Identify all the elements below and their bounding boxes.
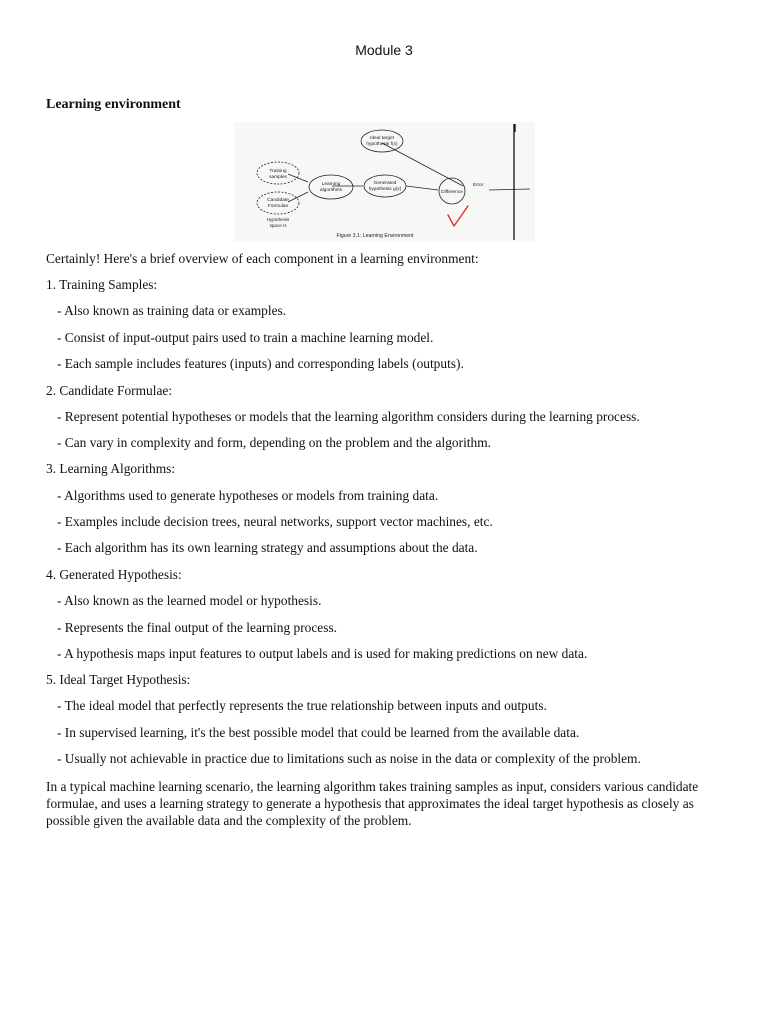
hypothesis-space-label-1: Hypothesis	[266, 217, 290, 222]
candidate-formulae-label-2: Formulae	[267, 204, 289, 209]
learning-algorithms-label-2: algorithms	[319, 188, 343, 193]
item-5-bullet-1: - The ideal model that perfectly represents the true relationship between inputs and outputs.	[57, 698, 547, 713]
item-1-bullet-3: - Each sample includes features (inputs) and corresponding labels (outputs).	[57, 356, 464, 371]
generated-hypothesis-label-2: hypothesis g(x)	[368, 187, 402, 192]
item-1-bullet-2: - Consist of input-output pairs used to train a machine learning model.	[57, 330, 434, 345]
training-samples-label-2: samples	[269, 175, 287, 180]
difference-label: Difference	[441, 190, 463, 195]
check-mark-icon	[448, 206, 468, 226]
page-header-title: Module 3	[355, 42, 413, 58]
ideal-target-label-1: Ideal target	[369, 136, 395, 141]
item-2-title: 2. Candidate Formulae:	[46, 383, 173, 398]
item-3-bullet-3: - Each algorithm has its own learning strategy and assumptions about the data.	[57, 540, 478, 555]
item-3-bullet-2: - Examples include decision trees, neural networks, support vector machines, etc.	[57, 514, 493, 529]
item-4-bullet-2: - Represents the final output of the learning process.	[57, 620, 338, 635]
candidate-formulae-label-1: Candidate	[267, 198, 289, 203]
candidate-formulae-node	[257, 192, 299, 214]
generated-hypothesis-node	[364, 175, 406, 197]
item-1-title: 1. Training Samples:	[46, 277, 158, 292]
item-3-title: 3. Learning Algorithms:	[46, 461, 176, 476]
error-label: Error	[472, 182, 484, 187]
item-5-bullet-2: - In supervised learning, it's the best possible model that could be learned from the available data.	[57, 725, 580, 740]
item-4-bullet-3: - A hypothesis maps input features to output labels and is used for making predictions on new data.	[57, 646, 588, 661]
item-5-title: 5. Ideal Target Hypothesis:	[46, 672, 191, 687]
item-4-bullet-1: - Also known as the learned model or hypothesis.	[57, 593, 322, 608]
section-heading: Learning environment	[46, 97, 181, 112]
training-samples-label-1: Training	[269, 169, 287, 174]
item-4-title: 4. Generated Hypothesis:	[46, 567, 182, 582]
intro-text: Certainly! Here's a brief overview of each component in a learning environment:	[46, 251, 479, 266]
learning-environment-figure	[234, 122, 535, 242]
item-3-bullet-1: - Algorithms used to generate hypotheses or models from training data.	[57, 488, 439, 503]
figure-caption: Figure 3.1: Learning Environment	[336, 233, 414, 239]
figure-diagram	[234, 122, 535, 242]
learning-algorithms-node	[309, 175, 353, 199]
ideal-target-node	[361, 130, 403, 152]
learning-algorithms-label-1: Learning	[321, 182, 341, 187]
item-2-bullet-2: - Can vary in complexity and form, depending on the problem and the algorithm.	[57, 435, 491, 450]
item-1-bullet-1: - Also known as training data or examples.	[57, 303, 287, 318]
hypothesis-space-label-2: space H	[269, 223, 287, 228]
item-5-bullet-3: - Usually not achievable in practice due to limitations such as noise in the data or complexity of the problem.	[57, 751, 641, 766]
conclusion-paragraph: In a typical machine learning scenario, the learning algorithm takes training samples as input, considers various candidate formulae, and uses a learning strategy to generate a hypothesis that approximates the ideal target hypothesis as closely as possible given the available data and the complexity of the problem.	[46, 779, 699, 828]
item-2-bullet-1: - Represent potential hypotheses or models that the learning algorithm considers during the learning process.	[57, 409, 640, 424]
ideal-target-label-2: hypothesis f(x)	[366, 142, 398, 147]
generated-hypothesis-label-1: Generated	[373, 181, 397, 186]
